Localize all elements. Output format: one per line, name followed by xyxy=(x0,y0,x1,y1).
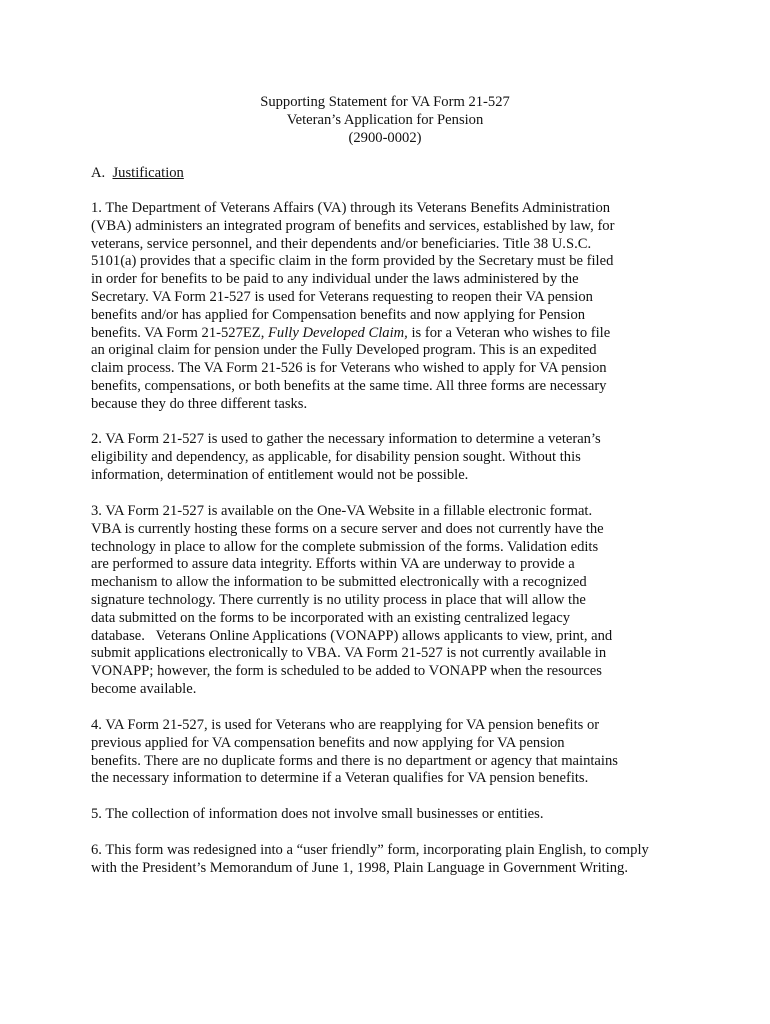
paragraph-line: claim process. The VA Form 21-526 is for Veterans who wished to apply for VA pension xyxy=(91,360,607,377)
paragraph-line: VBA is currently hosting these forms on a secure server and does not currently have the xyxy=(91,520,604,537)
paragraph-line: veterans, service personnel, and their dependents and/or beneficiaries. Title 38 U.S.C. xyxy=(91,235,592,252)
paragraph-3 xyxy=(91,503,612,699)
paragraph-line: because they do three different tasks. xyxy=(91,395,308,412)
paragraph-line: previous applied for VA compensation benefits and now applying for VA pension xyxy=(91,734,565,751)
paragraph-line: are performed to assure data integrity. Efforts within VA are underway to provide a xyxy=(91,556,575,573)
paragraph-line: 3. VA Form 21-527 is available on the One-VA Website in a fillable electronic format. xyxy=(91,503,593,519)
paragraph-line: Secretary. VA Form 21-527 is used for Veterans requesting to reopen their VA pension xyxy=(91,288,593,305)
paragraph-text: benefits. VA Form 21-527EZ, xyxy=(91,324,269,341)
section-heading-justification xyxy=(91,164,184,182)
paragraph-line: information, determination of entitlement would not be possible. xyxy=(91,466,469,483)
paragraph-1 xyxy=(91,200,614,414)
paragraph-line: signature technology. There currently is no utility process in place that will allow the xyxy=(91,591,586,608)
paragraph-line-mixed xyxy=(91,325,614,343)
paragraph-line: in order for benefits to be paid to any individual under the laws administered by the xyxy=(91,271,579,288)
paragraph-line: 5. The collection of information does not involve small businesses or entities. xyxy=(91,806,544,822)
paragraph-6 xyxy=(91,842,649,878)
paragraph-line: 4. VA Form 21-527, is used for Veterans who are reapplying for VA pension benefits or xyxy=(91,717,600,733)
paragraph-line: (VBA) administers an integrated program of benefits and services, established by law, for xyxy=(91,217,615,234)
paragraph-line: with the President’s Memorandum of June 1, 1998, Plain Language in Government Writing. xyxy=(91,859,628,876)
document-title xyxy=(0,93,770,147)
paragraph-4 xyxy=(91,717,618,788)
title-line-2: Veteran’s Application for Pension xyxy=(286,112,484,128)
paragraph-line: benefits, compensations, or both benefits at the same time. All three forms are necessary xyxy=(91,377,607,394)
title-line-1: Supporting Statement for VA Form 21-527 xyxy=(260,94,510,110)
paragraph-line: benefits and/or has applied for Compensation benefits and now applying for Pension xyxy=(91,306,586,323)
paragraph-line: 5101(a) provides that a specific claim in the form provided by the Secretary must be filed xyxy=(91,253,614,270)
paragraph-line: the necessary information to determine if a Veteran qualifies for VA pension benefits. xyxy=(91,770,589,787)
paragraph-line: 2. VA Form 21-527 is used to gather the necessary information to determine a veteran’s xyxy=(91,431,601,447)
paragraph-line: submit applications electronically to VBA. VA Form 21-527 is not currently available in xyxy=(91,645,607,662)
paragraph-line: 6. This form was redesigned into a “user friendly” form, incorporating plain English, to comply xyxy=(91,842,649,858)
paragraph-line: eligibility and dependency, as applicable, for disability pension sought. Without this xyxy=(91,448,581,465)
paragraph-line: mechanism to allow the information to be submitted electronically with a recognized xyxy=(91,574,587,591)
paragraph-line: technology in place to allow for the complete submission of the forms. Validation edits xyxy=(91,538,599,555)
paragraph-line: VONAPP; however, the form is scheduled to be added to VONAPP when the resources xyxy=(91,663,602,680)
paragraph-line: benefits. There are no duplicate forms and there is no department or agency that maintains xyxy=(91,752,618,769)
section-heading-text: Justification xyxy=(112,165,184,181)
paragraph-line: database. Veterans Online Applications (VONAPP) allows applicants to view, print, and xyxy=(91,627,613,644)
italic-title-fully-developed-claim: Fully Developed Claim, xyxy=(268,324,408,341)
title-line-3: (2900-0002) xyxy=(348,130,422,146)
paragraph-5 xyxy=(91,806,543,824)
paragraph-line: an original claim for pension under the Fully Developed program. This is an expedited xyxy=(91,342,597,359)
paragraph-line: data submitted on the forms to be incorporated with an existing centralized legacy xyxy=(91,609,571,626)
paragraph-text: is for a Veteran who wishes to file xyxy=(407,324,611,341)
section-prefix: A. xyxy=(91,165,113,181)
paragraph-line: 1. The Department of Veterans Affairs (VA) through its Veterans Benefits Administration xyxy=(91,200,611,216)
paragraph-line: become available. xyxy=(91,680,197,697)
paragraph-2 xyxy=(91,431,601,484)
